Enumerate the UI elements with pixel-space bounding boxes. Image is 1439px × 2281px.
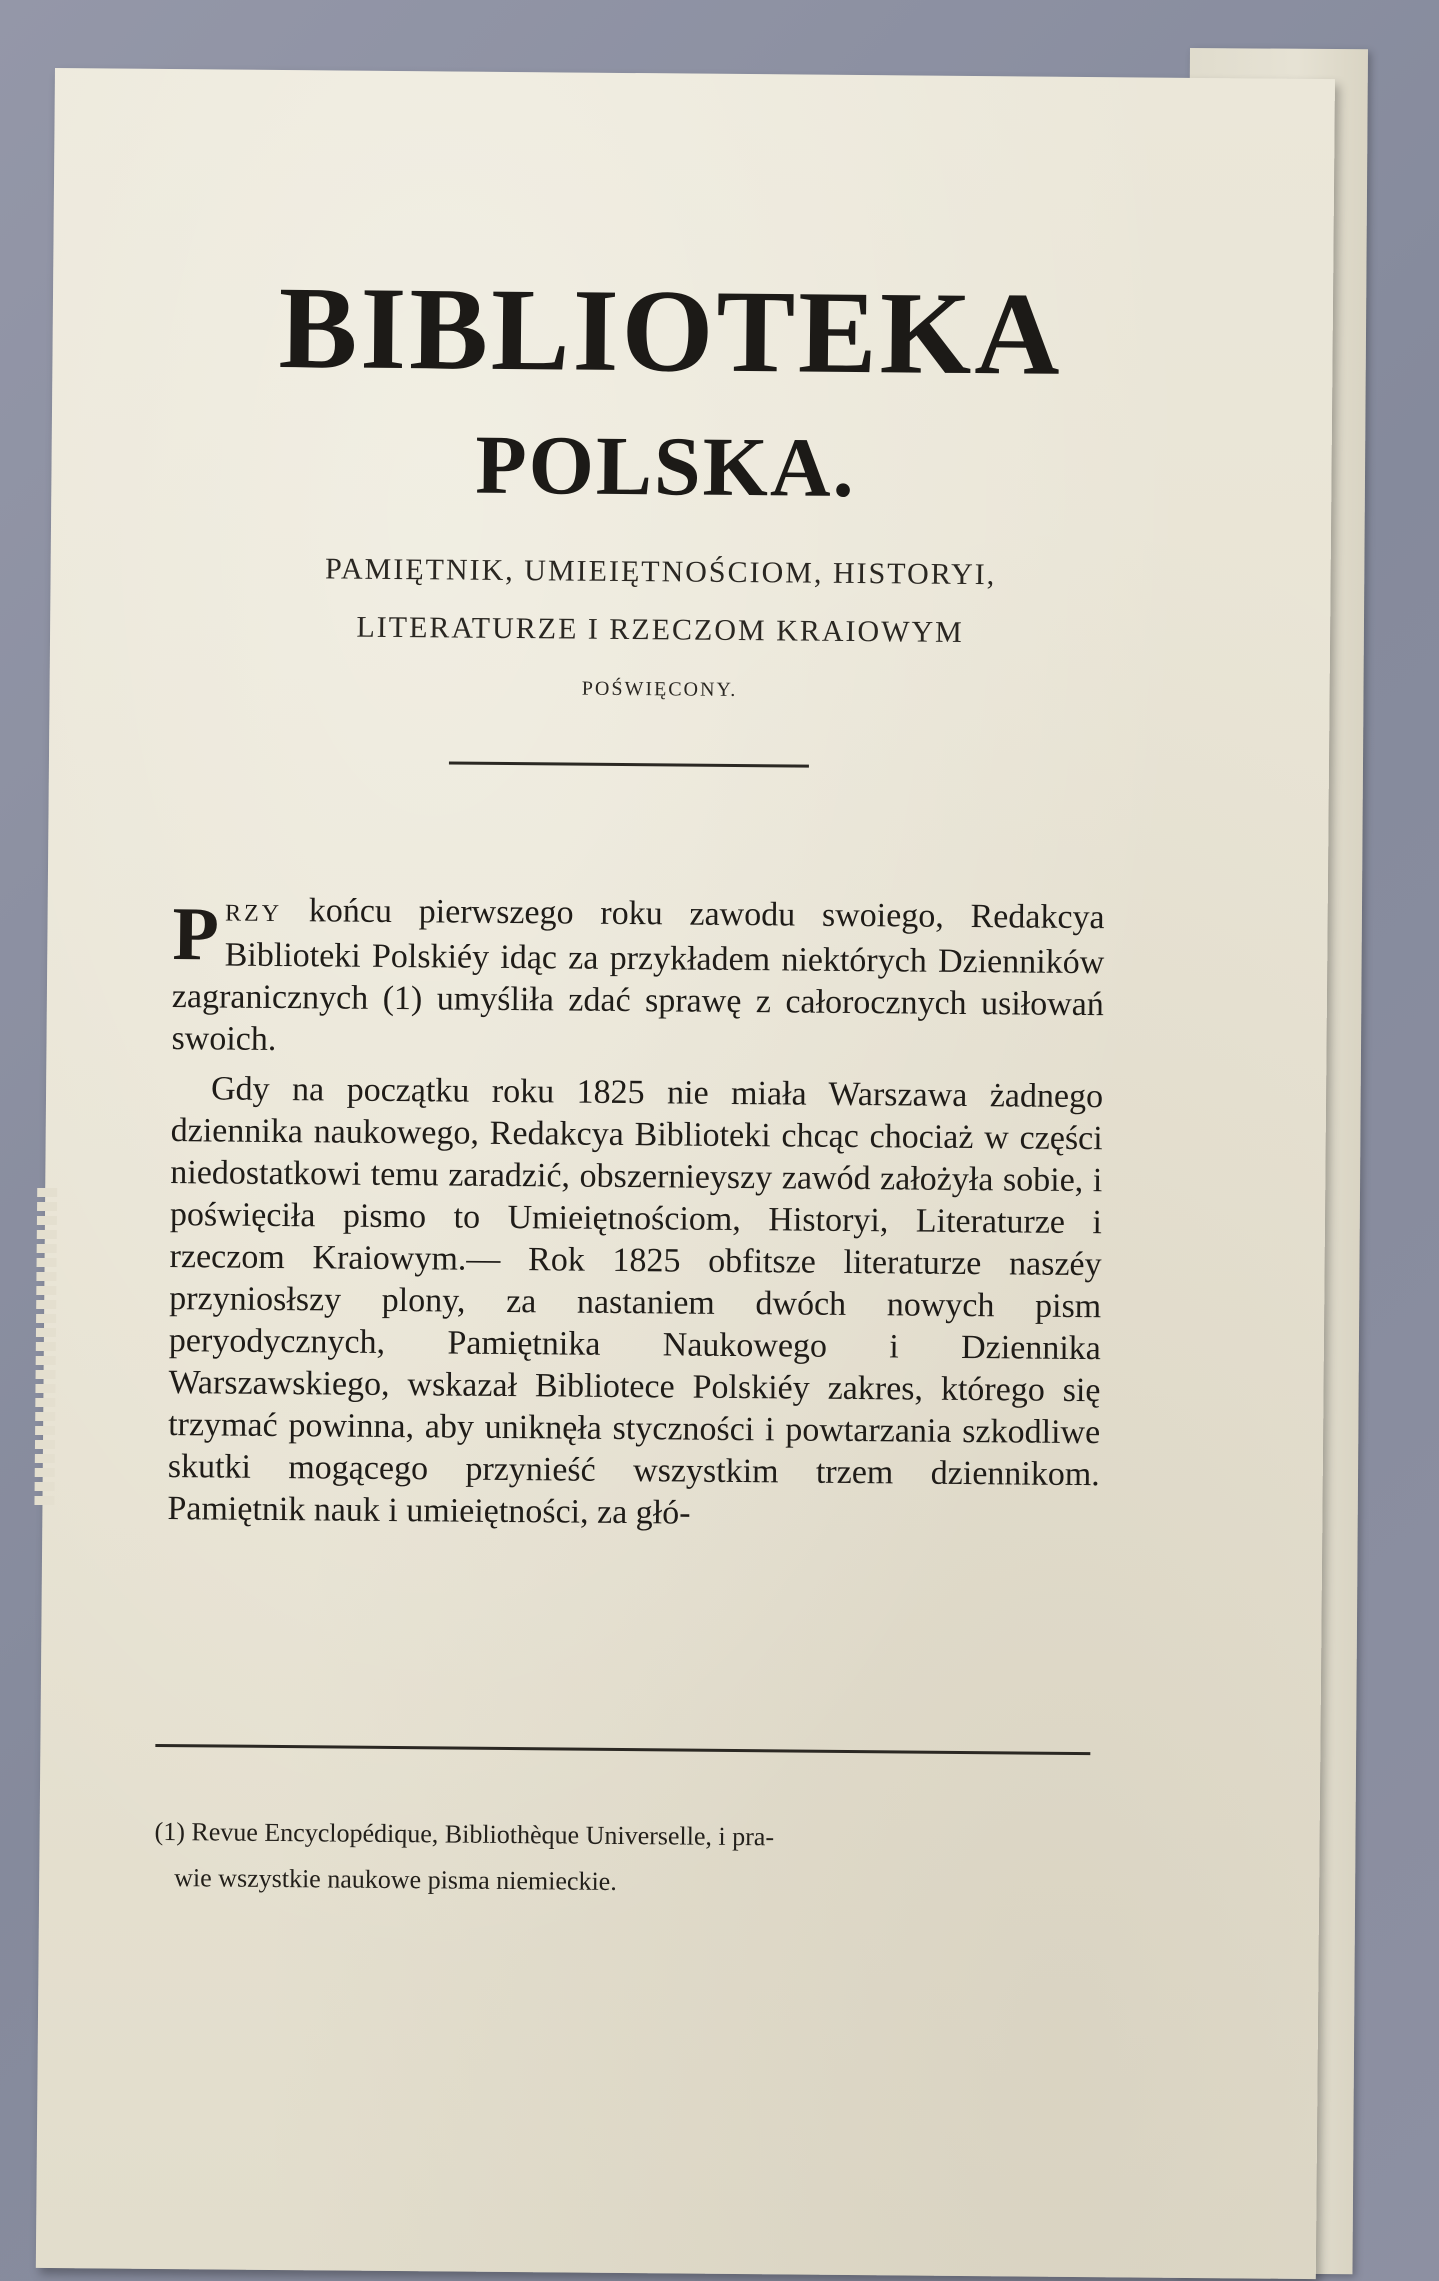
paragraph-2: Gdy na początku roku 1825 nie miała Warszawa żadnego dziennika naukowego, Redakcya Biblioteki chcąc chociaż w części niedostatkowi temu zaradzić, obszernieyszy zawód założyła sobie, i poświęciła pismo to Umieiętnościom, Historyi, Literaturze i rzeczom Kraiowym.— Rok 1825 obfitsze literaturze naszéy przyniosłszy plony, za nastaniem dwóch nowych pism peryodycznych, Pamiętnika Naukowego i Dziennika Warszawskiego, wskazał Bibliotece Polskiéy zakres, którego się trzymać powinna, aby uniknęła styczności i powtarzania szkodliwe skutki mogącego przynieść wszystkim trzem dziennikom. Pamiętnik nauk i umieiętności, za głó- (167, 1070, 1104, 1532)
paragraph-1 (171, 889, 1104, 1068)
ornament-rule (449, 761, 809, 767)
subtitle-line-2: LITERATURZE I RZECZOM KRAIOWYM (356, 610, 964, 649)
footnote-line-2: wie wszystkie naukowe pisma niemieckie. (174, 1863, 617, 1896)
paragraph-1-text: końcu pierwszego roku zawodu swoiego, Redakcya Biblioteki Polskiéy idąc za przykładem niektórych Dzienników zagranicznych (1) umyśliła zdać sprawę z całorocznych usiłowań swoich. (171, 892, 1105, 1058)
footnote-rule (155, 1744, 1090, 1755)
document-page (36, 68, 1335, 2279)
document-title: BIBLIOTEKA (278, 261, 1064, 400)
small-caps-lead: RZY (224, 900, 283, 928)
body-text (167, 889, 1105, 1546)
subtitle-line-1: PAMIĘTNIK, UMIEIĘTNOŚCIOM, HISTORYI, (324, 552, 997, 592)
footnote (154, 1809, 1090, 1909)
footnote-line-1: (1) Revue Encyclopédique, Bibliothèque Universelle, i pra- (154, 1816, 775, 1852)
document-title-second: POLSKA. (474, 418, 857, 516)
subtitle-line-3: POŚWIĘCONY. (581, 677, 738, 701)
drop-cap: P (172, 892, 220, 977)
torn-edge (34, 1188, 57, 1508)
